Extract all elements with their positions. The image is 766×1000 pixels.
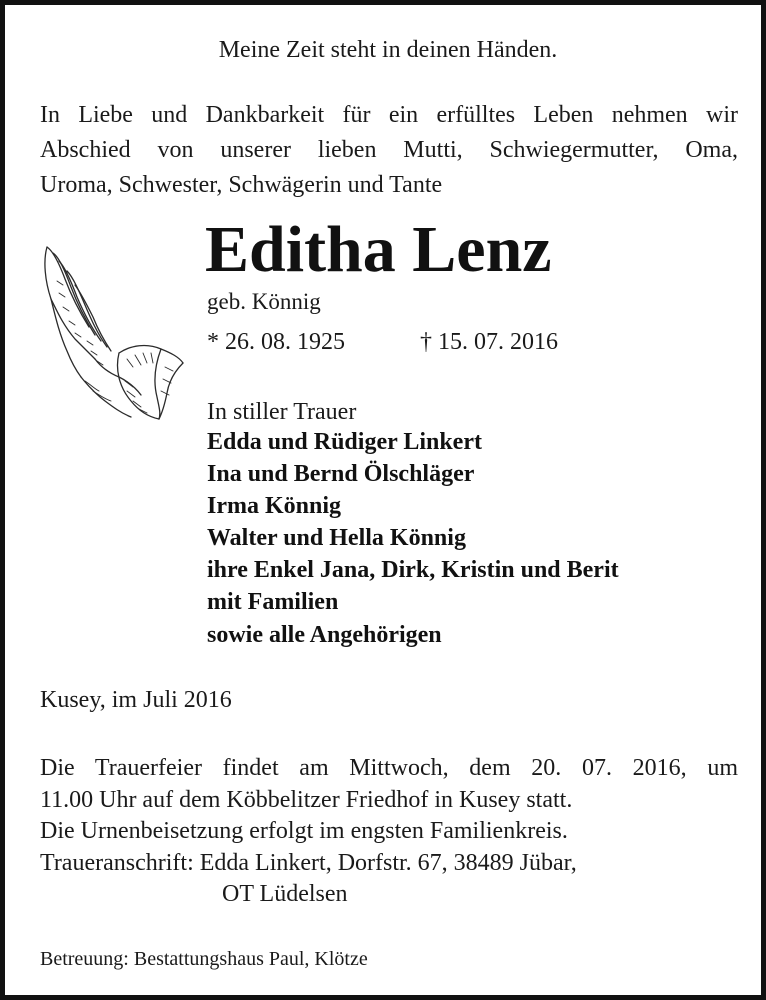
praying-hands-icon [35,241,185,423]
mourner-line: ihre Enkel Jana, Dirk, Kristin und Berit [207,557,619,583]
funeral-home: Betreuung: Bestattungshaus Paul, Klötze [40,948,368,970]
funeral-info [40,753,738,911]
mourner-line: sowie alle Angehörigen [207,622,442,648]
death-date: † 15. 07. 2016 [420,329,558,355]
intro-text [40,98,738,203]
birth-date: * 26. 08. 1925 [207,329,345,355]
deceased-name: Editha Lenz [205,213,552,286]
intro-line: Abschied von unserer lieben Mutti, Schwiegermutter, Oma, [40,137,738,163]
motto: Meine Zeit steht in deinen Händen. [218,37,558,63]
funeral-line: Die Urnenbeisetzung erfolgt im engsten Familienkreis. [40,818,568,844]
funeral-line: Traueranschrift: Edda Linkert, Dorfstr. 67, 38489 Jübar, [40,849,577,876]
mourner-line: Irma Könnig [207,493,342,519]
funeral-line: Die Trauerfeier findet am Mittwoch, dem 20. 07. 2016, um [40,755,738,781]
intro-line: In Liebe und Dankbarkeit für ein erfülltes Leben nehmen wir [40,102,738,128]
place-date: Kusey, im Juli 2016 [40,687,232,713]
funeral-line: 11.00 Uhr auf dem Köbbelitzer Friedhof in Kusey statt. [40,786,573,813]
mourner-line: Ina und Bernd Ölschläger [207,461,475,487]
mourning-label: In stiller Trauer [207,399,357,425]
funeral-line: OT Lüdelsen [222,881,348,907]
mourner-line: Walter und Hella Könnig [207,525,466,551]
mourner-line: mit Familien [207,589,339,615]
maiden-name: geb. Könnig [207,289,321,314]
mourner-line: Edda und Rüdiger Linkert [207,429,482,455]
intro-line: Uroma, Schwester, Schwägerin und Tante [40,172,443,198]
